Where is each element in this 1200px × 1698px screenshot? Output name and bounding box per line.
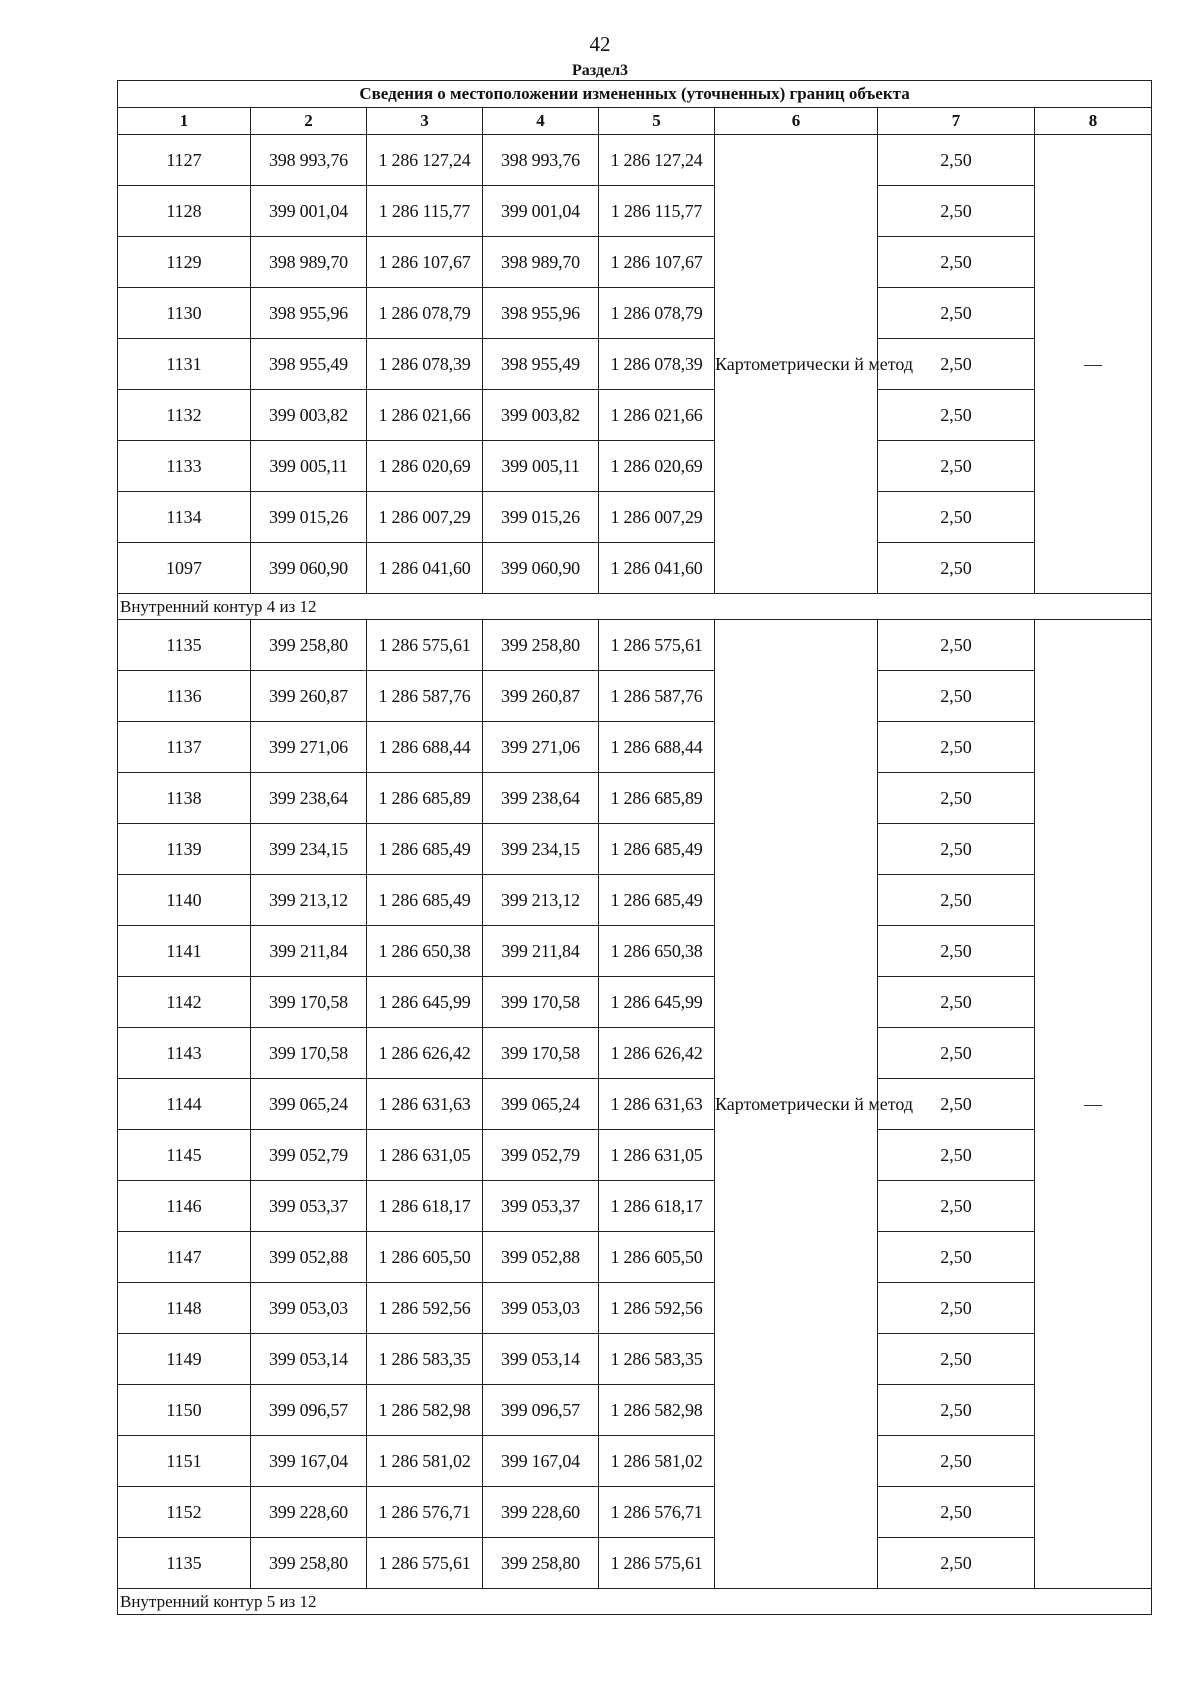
point-number: 1138	[118, 773, 251, 824]
accuracy-value: 2,50	[878, 773, 1035, 824]
y-new: 1 286 631,63	[599, 1079, 715, 1130]
point-number: 1133	[118, 441, 251, 492]
table-row	[118, 492, 1152, 543]
table-row	[118, 1181, 1152, 1232]
table-row	[118, 339, 1152, 390]
x-old: 399 271,06	[251, 722, 367, 773]
y-new: 1 286 582,98	[599, 1385, 715, 1436]
table-row	[118, 1079, 1152, 1130]
y-new: 1 286 115,77	[599, 186, 715, 237]
point-number: 1148	[118, 1283, 251, 1334]
x-new: 399 228,60	[483, 1487, 599, 1538]
coordinates-table	[117, 80, 1152, 1615]
table-row	[118, 1436, 1152, 1487]
column-number: 3	[367, 108, 483, 135]
y-new: 1 286 685,49	[599, 824, 715, 875]
accuracy-value: 2,50	[878, 824, 1035, 875]
x-new: 399 258,80	[483, 620, 599, 671]
accuracy-value: 2,50	[878, 1385, 1035, 1436]
x-new: 399 096,57	[483, 1385, 599, 1436]
accuracy-value: 2,50	[878, 492, 1035, 543]
y-old: 1 286 685,49	[367, 875, 483, 926]
x-old: 398 993,76	[251, 135, 367, 186]
contour-label: Внутренний контур 5 из 12	[118, 1589, 1152, 1615]
y-old: 1 286 115,77	[367, 186, 483, 237]
y-new: 1 286 020,69	[599, 441, 715, 492]
table-row	[118, 1385, 1152, 1436]
y-old: 1 286 685,49	[367, 824, 483, 875]
point-number: 1128	[118, 186, 251, 237]
y-old: 1 286 575,61	[367, 1538, 483, 1589]
x-old: 398 989,70	[251, 237, 367, 288]
accuracy-value: 2,50	[878, 1079, 1035, 1130]
y-new: 1 286 605,50	[599, 1232, 715, 1283]
x-old: 399 065,24	[251, 1079, 367, 1130]
x-new: 399 238,64	[483, 773, 599, 824]
table-row	[118, 1538, 1152, 1589]
contour-label-row	[118, 1589, 1152, 1615]
y-new: 1 286 626,42	[599, 1028, 715, 1079]
point-number: 1135	[118, 1538, 251, 1589]
column-number: 1	[118, 108, 251, 135]
point-number: 1152	[118, 1487, 251, 1538]
point-number: 1141	[118, 926, 251, 977]
table-title-row	[118, 81, 1152, 108]
accuracy-value: 2,50	[878, 977, 1035, 1028]
x-old: 399 170,58	[251, 1028, 367, 1079]
x-new: 399 060,90	[483, 543, 599, 594]
table-row	[118, 186, 1152, 237]
accuracy-value: 2,50	[878, 543, 1035, 594]
column-number: 6	[715, 108, 878, 135]
y-new: 1 286 021,66	[599, 390, 715, 441]
y-old: 1 286 020,69	[367, 441, 483, 492]
y-old: 1 286 078,39	[367, 339, 483, 390]
x-old: 399 238,64	[251, 773, 367, 824]
table-row	[118, 722, 1152, 773]
column-number: 4	[483, 108, 599, 135]
x-old: 399 003,82	[251, 390, 367, 441]
y-new: 1 286 078,39	[599, 339, 715, 390]
point-number: 1137	[118, 722, 251, 773]
y-old: 1 286 007,29	[367, 492, 483, 543]
y-new: 1 286 688,44	[599, 722, 715, 773]
y-old: 1 286 575,61	[367, 620, 483, 671]
y-new: 1 286 078,79	[599, 288, 715, 339]
x-new: 399 234,15	[483, 824, 599, 875]
y-old: 1 286 618,17	[367, 1181, 483, 1232]
x-new: 399 211,84	[483, 926, 599, 977]
point-number: 1129	[118, 237, 251, 288]
y-old: 1 286 587,76	[367, 671, 483, 722]
table-row	[118, 926, 1152, 977]
y-new: 1 286 575,61	[599, 620, 715, 671]
x-old: 398 955,96	[251, 288, 367, 339]
accuracy-value: 2,50	[878, 135, 1035, 186]
y-old: 1 286 583,35	[367, 1334, 483, 1385]
y-new: 1 286 645,99	[599, 977, 715, 1028]
y-new: 1 286 685,49	[599, 875, 715, 926]
point-number: 1150	[118, 1385, 251, 1436]
y-new: 1 286 618,17	[599, 1181, 715, 1232]
point-number: 1146	[118, 1181, 251, 1232]
x-old: 399 096,57	[251, 1385, 367, 1436]
point-number: 1143	[118, 1028, 251, 1079]
table-row	[118, 1334, 1152, 1385]
y-old: 1 286 582,98	[367, 1385, 483, 1436]
table-row	[118, 1283, 1152, 1334]
x-old: 399 228,60	[251, 1487, 367, 1538]
point-number: 1145	[118, 1130, 251, 1181]
table-row	[118, 824, 1152, 875]
point-number: 1097	[118, 543, 251, 594]
x-old: 399 213,12	[251, 875, 367, 926]
accuracy-value: 2,50	[878, 1487, 1035, 1538]
table-row	[118, 237, 1152, 288]
y-old: 1 286 581,02	[367, 1436, 483, 1487]
table-title: Сведения о местоположении измененных (уточненных) границ объекта	[118, 81, 1152, 108]
point-number: 1149	[118, 1334, 251, 1385]
table-row	[118, 1232, 1152, 1283]
x-new: 399 260,87	[483, 671, 599, 722]
y-old: 1 286 685,89	[367, 773, 483, 824]
x-old: 399 052,79	[251, 1130, 367, 1181]
y-old: 1 286 576,71	[367, 1487, 483, 1538]
point-number: 1140	[118, 875, 251, 926]
x-new: 399 001,04	[483, 186, 599, 237]
x-new: 398 993,76	[483, 135, 599, 186]
point-number: 1144	[118, 1079, 251, 1130]
y-new: 1 286 576,71	[599, 1487, 715, 1538]
y-old: 1 286 631,63	[367, 1079, 483, 1130]
y-old: 1 286 605,50	[367, 1232, 483, 1283]
table-row	[118, 441, 1152, 492]
method-cell: Картометрически й метод	[715, 135, 878, 594]
table-row	[118, 1487, 1152, 1538]
point-number: 1134	[118, 492, 251, 543]
y-new: 1 286 041,60	[599, 543, 715, 594]
table-row	[118, 135, 1152, 186]
x-old: 399 015,26	[251, 492, 367, 543]
y-new: 1 286 587,76	[599, 671, 715, 722]
table-row	[118, 390, 1152, 441]
x-old: 399 258,80	[251, 620, 367, 671]
x-old: 399 053,37	[251, 1181, 367, 1232]
x-new: 398 955,49	[483, 339, 599, 390]
note-cell: —	[1035, 620, 1152, 1589]
y-new: 1 286 107,67	[599, 237, 715, 288]
table-row	[118, 543, 1152, 594]
y-new: 1 286 631,05	[599, 1130, 715, 1181]
x-new: 399 213,12	[483, 875, 599, 926]
y-old: 1 286 107,67	[367, 237, 483, 288]
x-new: 399 053,37	[483, 1181, 599, 1232]
accuracy-value: 2,50	[878, 671, 1035, 722]
accuracy-value: 2,50	[878, 875, 1035, 926]
accuracy-value: 2,50	[878, 620, 1035, 671]
point-number: 1139	[118, 824, 251, 875]
x-new: 399 167,04	[483, 1436, 599, 1487]
x-old: 398 955,49	[251, 339, 367, 390]
y-old: 1 286 127,24	[367, 135, 483, 186]
x-new: 399 170,58	[483, 1028, 599, 1079]
x-new: 399 015,26	[483, 492, 599, 543]
point-number: 1142	[118, 977, 251, 1028]
table-row	[118, 620, 1152, 671]
accuracy-value: 2,50	[878, 1334, 1035, 1385]
table-row	[118, 288, 1152, 339]
accuracy-value: 2,50	[878, 288, 1035, 339]
accuracy-value: 2,50	[878, 390, 1035, 441]
column-number: 7	[878, 108, 1035, 135]
point-number: 1130	[118, 288, 251, 339]
x-new: 399 003,82	[483, 390, 599, 441]
x-old: 399 170,58	[251, 977, 367, 1028]
x-old: 399 234,15	[251, 824, 367, 875]
column-number-row	[118, 108, 1152, 135]
table-row	[118, 875, 1152, 926]
accuracy-value: 2,50	[878, 441, 1035, 492]
x-old: 399 167,04	[251, 1436, 367, 1487]
x-new: 399 052,79	[483, 1130, 599, 1181]
y-old: 1 286 078,79	[367, 288, 483, 339]
x-old: 399 053,03	[251, 1283, 367, 1334]
y-new: 1 286 583,35	[599, 1334, 715, 1385]
y-new: 1 286 007,29	[599, 492, 715, 543]
y-old: 1 286 688,44	[367, 722, 483, 773]
y-old: 1 286 021,66	[367, 390, 483, 441]
x-new: 399 258,80	[483, 1538, 599, 1589]
column-number: 2	[251, 108, 367, 135]
x-old: 399 258,80	[251, 1538, 367, 1589]
method-cell: Картометрически й метод	[715, 620, 878, 1589]
y-old: 1 286 592,56	[367, 1283, 483, 1334]
x-new: 399 065,24	[483, 1079, 599, 1130]
x-new: 399 271,06	[483, 722, 599, 773]
y-old: 1 286 041,60	[367, 543, 483, 594]
x-new: 399 053,14	[483, 1334, 599, 1385]
x-old: 399 053,14	[251, 1334, 367, 1385]
accuracy-value: 2,50	[878, 926, 1035, 977]
y-new: 1 286 592,56	[599, 1283, 715, 1334]
accuracy-value: 2,50	[878, 1538, 1035, 1589]
point-number: 1131	[118, 339, 251, 390]
point-number: 1135	[118, 620, 251, 671]
y-old: 1 286 626,42	[367, 1028, 483, 1079]
x-old: 399 211,84	[251, 926, 367, 977]
y-new: 1 286 581,02	[599, 1436, 715, 1487]
accuracy-value: 2,50	[878, 237, 1035, 288]
table-row	[118, 773, 1152, 824]
x-new: 399 053,03	[483, 1283, 599, 1334]
y-new: 1 286 575,61	[599, 1538, 715, 1589]
accuracy-value: 2,50	[878, 1130, 1035, 1181]
y-new: 1 286 650,38	[599, 926, 715, 977]
contour-label: Внутренний контур 4 из 12	[118, 594, 1152, 620]
y-new: 1 286 127,24	[599, 135, 715, 186]
x-new: 399 052,88	[483, 1232, 599, 1283]
table-row	[118, 1130, 1152, 1181]
y-new: 1 286 685,89	[599, 773, 715, 824]
point-number: 1127	[118, 135, 251, 186]
table-row	[118, 671, 1152, 722]
column-number: 5	[599, 108, 715, 135]
y-old: 1 286 645,99	[367, 977, 483, 1028]
x-old: 399 001,04	[251, 186, 367, 237]
point-number: 1151	[118, 1436, 251, 1487]
accuracy-value: 2,50	[878, 339, 1035, 390]
point-number: 1136	[118, 671, 251, 722]
accuracy-value: 2,50	[878, 1436, 1035, 1487]
x-old: 399 052,88	[251, 1232, 367, 1283]
page-number: 42	[589, 32, 611, 56]
accuracy-value: 2,50	[878, 1283, 1035, 1334]
y-old: 1 286 631,05	[367, 1130, 483, 1181]
y-old: 1 286 650,38	[367, 926, 483, 977]
section-title: Раздел3	[571, 62, 629, 79]
note-cell: —	[1035, 135, 1152, 594]
x-new: 399 005,11	[483, 441, 599, 492]
accuracy-value: 2,50	[878, 1232, 1035, 1283]
x-new: 398 955,96	[483, 288, 599, 339]
x-old: 399 060,90	[251, 543, 367, 594]
point-number: 1132	[118, 390, 251, 441]
accuracy-value: 2,50	[878, 186, 1035, 237]
table-row	[118, 1028, 1152, 1079]
x-new: 399 170,58	[483, 977, 599, 1028]
point-number: 1147	[118, 1232, 251, 1283]
x-new: 398 989,70	[483, 237, 599, 288]
x-old: 399 005,11	[251, 441, 367, 492]
x-old: 399 260,87	[251, 671, 367, 722]
contour-label-row	[118, 594, 1152, 620]
accuracy-value: 2,50	[878, 1181, 1035, 1232]
table-row	[118, 977, 1152, 1028]
accuracy-value: 2,50	[878, 722, 1035, 773]
column-number: 8	[1035, 108, 1152, 135]
accuracy-value: 2,50	[878, 1028, 1035, 1079]
